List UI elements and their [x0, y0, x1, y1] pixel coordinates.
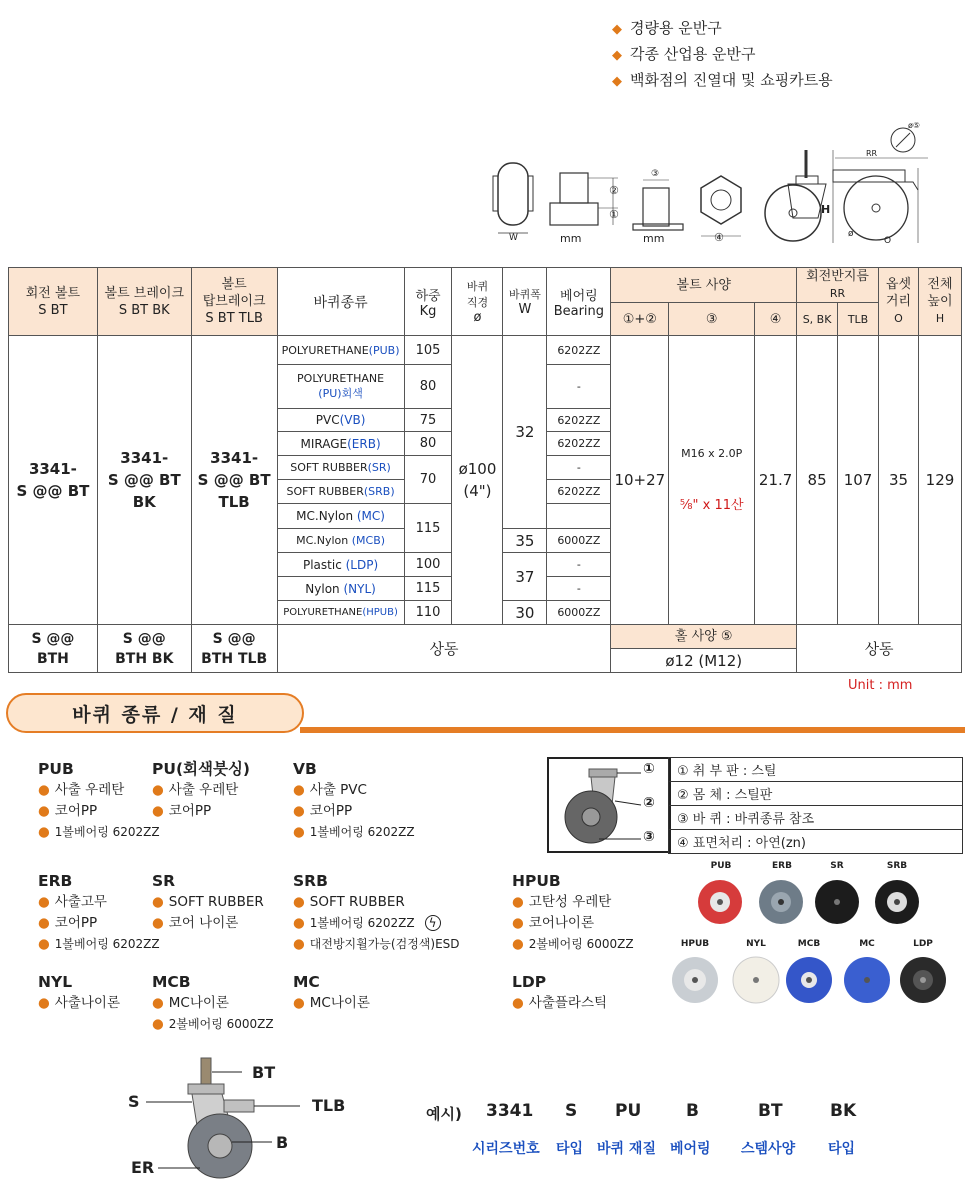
part-row: ③ 바 퀴 : 바퀴종류 참조 [669, 806, 963, 830]
wheel-label-hpub: HPUB [680, 939, 710, 949]
part-row: ② 몸 체 : 스틸판 [669, 782, 963, 806]
material-mc: MC ● MC나이론 [293, 973, 370, 1011]
bullet-row: ◆ 경량용 운반구 [612, 19, 722, 37]
label-bt: BT [252, 1063, 276, 1082]
same-as-above-1: 상동 [277, 625, 611, 673]
header-offset: 옵셋 거리 O [879, 268, 919, 336]
dim-2-label: ② [609, 184, 619, 197]
model-bth-bk: S @@ BTH BK [97, 625, 191, 673]
material-mcb: MCB ● MC나이론 ● 2볼베어링 6000ZZ [152, 973, 274, 1032]
header-bolt-brake: 볼트 브레이크 S BT BK [97, 268, 191, 336]
wheel-label-srb: SRB [886, 861, 908, 871]
example-code-stem: BT [758, 1101, 783, 1121]
model-bt-bk: 3341- S @@ BT BK [97, 336, 191, 625]
wheel-type-pub: POLYURETHANE(PUB) [277, 336, 404, 365]
header-bolt-12: ①+② [611, 303, 669, 336]
material-vb: VB ● 사출 PVC ● 코어PP ● 1볼베어링 6202ZZ [293, 760, 415, 840]
dim-h-label: H [821, 203, 831, 216]
offset-value: 35 [879, 336, 919, 625]
material-sr: SR ● SOFT RUBBER ● 코어 나이론 [152, 872, 264, 931]
width-35: 35 [503, 529, 547, 553]
dim-3-label: ③ [651, 169, 660, 179]
bullet-row: ◆ 각종 산업용 운반구 [612, 45, 756, 63]
wheel-type-mcb: MC.Nylon (MCB) [277, 529, 404, 553]
example-meaning-material: 바퀴 재질 [597, 1141, 656, 1157]
wheel-photos-row2 [665, 950, 965, 1010]
label-b: B [276, 1133, 289, 1152]
load-cell: 100 [404, 553, 452, 577]
wheel-label-erb: ERB [772, 861, 792, 871]
marker-3: ③ [643, 829, 655, 845]
header-bolt-4: ④ [755, 303, 797, 336]
bolt-12-value: 10+27 [611, 336, 669, 625]
wheel-type-erb: MIRAGE(ERB) [277, 432, 404, 456]
marker-2: ② [643, 795, 655, 811]
load-cell: 115 [404, 577, 452, 601]
bearing-cell: 6202ZZ [547, 336, 611, 365]
bearing-cell: - [547, 577, 611, 601]
load-cell: 70 [404, 456, 452, 504]
header-diameter: 바퀴 직경 ø [452, 268, 503, 336]
diamond-icon: ◆ [612, 22, 622, 37]
wheel-type-vb: PVC(VB) [277, 409, 404, 432]
bearing-cell: - [547, 553, 611, 577]
wheel-label-pub: PUB [710, 861, 732, 871]
material-pu: PU(회색붓싱) ● 사출 우레탄 ● 코어PP [152, 760, 251, 819]
example-code-brake: BK [830, 1101, 857, 1121]
material-srb: SRB ● SOFT RUBBER ● 1볼베어링 6202ZZ ϟ ● 대전방지휠가능(검정색)ESD [293, 872, 460, 952]
bearing-cell: 6000ZZ [547, 601, 611, 625]
section-title: 바퀴 종류 / 재 질 [6, 693, 304, 733]
caster-illustration [128, 1050, 358, 1180]
diamond-icon: ◆ [612, 48, 622, 63]
hole-spec-value: ø12 (M12) [611, 649, 797, 673]
load-cell: 115 [404, 504, 452, 553]
load-cell: 80 [404, 365, 452, 409]
header-rr-s: S, BK [797, 303, 838, 336]
parts-illustration-frame [547, 757, 671, 853]
wheel-type-pu: POLYURETHANE (PU)회색 [277, 365, 404, 409]
example-prefix: 예시) [426, 1105, 462, 1123]
part-row: ④ 표면처리 : 아연(zn) [669, 830, 963, 854]
example-meaning-type: 타입 [556, 1141, 584, 1157]
wheel-label-ldp: LDP [913, 939, 933, 949]
example-code-bearing: B [686, 1101, 699, 1121]
wheel-type-sr: SOFT RUBBER(SR) [277, 456, 404, 480]
wheel-side-icon [498, 163, 528, 225]
load-cell: 105 [404, 336, 452, 365]
header-rr-tlb: TLB [838, 303, 879, 336]
model-bt: 3341- S @@ BT [9, 336, 98, 625]
width-30: 30 [503, 601, 547, 625]
wheel-type-hpub: POLYURETHANE(HPUB) [277, 601, 404, 625]
unit-label: Unit : mm [848, 678, 913, 693]
header-bearing: 베어링 Bearing [547, 268, 611, 336]
mm-label-2: mm [643, 232, 665, 245]
header-height: 전체 높이 H [918, 268, 961, 336]
dim-rr-label: RR [866, 149, 878, 158]
mm-label-1: mm [560, 232, 582, 245]
caster-wheel-icon [765, 185, 821, 241]
header-width: 바퀴폭 W [503, 268, 547, 336]
example-meaning-brake: 타입 [828, 1141, 856, 1157]
wheel-label-mc: MC [859, 939, 875, 949]
example-code-series: 3341 [486, 1101, 534, 1121]
model-bt-tlb: 3341- S @@ BT TLB [191, 336, 277, 625]
material-ldp: LDP ● 사출플라스틱 [512, 973, 608, 1011]
label-er: ER [131, 1158, 155, 1177]
header-swivel-bolt: 회전 볼트 S BT [9, 268, 98, 336]
wheel-type-nyl: Nylon (NYL) [277, 577, 404, 601]
header-wheel-type: 바퀴종류 [277, 268, 404, 336]
material-erb: ERB ● 사출고무 ● 코어PP ● 1볼베어링 6202ZZ [38, 872, 160, 952]
bullet-row: ◆ 백화점의 진열대 및 쇼핑카트용 [612, 71, 833, 89]
spec-table [8, 267, 962, 673]
width-32: 32 [503, 336, 547, 529]
diamond-icon: ◆ [612, 74, 622, 89]
load-cell: 110 [404, 601, 452, 625]
bearing-cell: 6000ZZ [547, 529, 611, 553]
wheel-label-mcb: MCB [797, 939, 821, 949]
top-bullets [612, 16, 833, 94]
hex-nut-icon [701, 176, 741, 224]
parts-table [668, 757, 963, 854]
label-tlb: TLB [312, 1096, 346, 1115]
bearing-cell: 6202ZZ [547, 409, 611, 432]
wheel-type-ldp: Plastic (LDP) [277, 553, 404, 577]
bearing-cell: 6202ZZ [547, 480, 611, 504]
dim-4-label: ④ [714, 231, 724, 244]
bearing-cell: - [547, 365, 611, 409]
wheel-photos-row1 [690, 872, 950, 932]
dim-o-label: O [884, 236, 892, 246]
marker-1: ① [643, 761, 655, 777]
header-top-brake: 볼트 탑브레이크 S BT TLB [191, 268, 277, 336]
dim-dia-label: ø [848, 229, 854, 239]
example-meaning-bearing: 베어링 [670, 1141, 711, 1157]
dim-w-label: W [509, 233, 518, 243]
model-bth-tlb: S @@ BTH TLB [191, 625, 277, 673]
bolt-3-value: M16 x 2.0P ⅝" x 11산 [669, 336, 755, 625]
header-bolt-spec: 볼트 사양 [611, 268, 797, 303]
part-row: ① 취 부 판 : 스틸 [669, 758, 963, 782]
section-divider [300, 727, 965, 733]
wheel-type-srb: SOFT RUBBER(SRB) [277, 480, 404, 504]
example-code-material: PU [615, 1101, 642, 1121]
header-bolt-3: ③ [669, 303, 755, 336]
hole-spec-header: 홀 사양 ⑤ [611, 625, 797, 649]
dim-1-label: ① [609, 208, 619, 221]
load-cell: 80 [404, 432, 452, 456]
bearing-cell [547, 504, 611, 529]
label-s: S [128, 1092, 140, 1111]
diameter-value: ø100 (4") [452, 336, 503, 625]
example-code-type: S [565, 1101, 578, 1121]
load-cell: 75 [404, 409, 452, 432]
example-meaning-series: 시리즈번호 [472, 1141, 540, 1157]
wheel-label-nyl: NYL [746, 939, 766, 949]
header-load: 하중 Kg [404, 268, 452, 336]
example-meaning-stem: 스템사양 [741, 1141, 796, 1157]
bearing-cell: - [547, 456, 611, 480]
dimension-diagram [488, 118, 938, 248]
material-nyl: NYL ● 사출나이론 [38, 973, 120, 1011]
model-bth: S @@ BTH [9, 625, 98, 673]
esd-icon: ϟ [425, 915, 441, 931]
wheel-label-sr: SR [830, 861, 844, 871]
rr-s-value: 85 [797, 336, 838, 625]
wheel-type-mc: MC.Nylon (MC) [277, 504, 404, 529]
dim-5-label: ø⑤ [908, 121, 921, 130]
same-as-above-2: 상동 [797, 625, 962, 673]
bearing-cell: 6202ZZ [547, 432, 611, 456]
rr-tlb-value: 107 [838, 336, 879, 625]
width-37: 37 [503, 553, 547, 601]
height-value: 129 [918, 336, 961, 625]
material-pub: PUB ● 사출 우레탄 ● 코어PP ● 1볼베어링 6202ZZ [38, 760, 160, 840]
bolt-4-value: 21.7 [755, 336, 797, 625]
material-hpub: HPUB ● 고탄성 우레탄 ● 코어나이론 ● 2볼베어링 6000ZZ [512, 872, 634, 952]
header-radius: 회전반지름 RR [797, 268, 879, 303]
